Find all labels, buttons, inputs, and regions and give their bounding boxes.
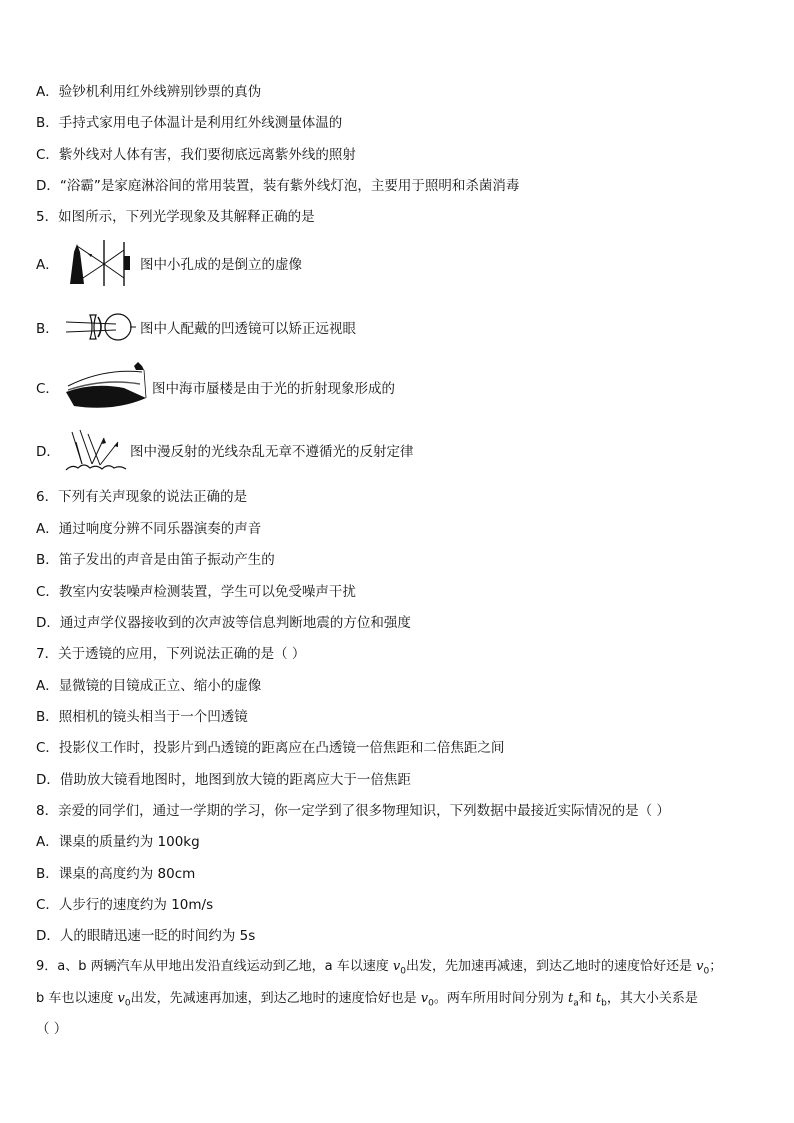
q4-option-c: C．紫外线对人体有害，我们要彻底远离紫外线的照射 — [36, 147, 356, 163]
q6-option-a: A．通过响度分辨不同乐器演奏的声音 — [36, 521, 262, 537]
q8-stem: 8．亲爱的同学们，通过一学期的学习，你一定学到了很多物理知识，下列数据中最接近实际情况的是（ ） — [36, 803, 670, 819]
q5-option-c-label: C． — [36, 381, 59, 397]
q5-option-d-label: D． — [36, 444, 60, 460]
q6-option-b: B．笛子发出的声音是由笛子振动产生的 — [36, 552, 275, 568]
q8-option-c: C．人步行的速度约为 10m/s — [36, 897, 214, 913]
q5-option-a-label: A． — [36, 257, 59, 273]
q4-option-a: A．验钞机利用红外线辨别钞票的真伪 — [36, 84, 262, 100]
q9-stem-line1: 9．a、b 两辆汽车从甲地出发沿直线运动到乙地，a 车以速度 $v_0$出发，先加速再减速，到达乙地时的速度恰好还是 $v_0$； — [36, 959, 723, 977]
q6-option-c: C．教室内安装噪声检测装置，学生可以免受噪声干扰 — [36, 584, 356, 600]
q4-option-d: D．“浴霸”是家庭淋浴间的常用装置，装有紫外线灯泡，主要用于照明和杀菌消毒 — [36, 178, 520, 194]
q5-option-b-text: 图中人配戴的凹透镜可以矫正远视眼 — [140, 321, 356, 337]
q5-option-d — [36, 428, 414, 472]
q4-option-b: B．手持式家用电子体温计是利用红外线测量体温的 — [36, 115, 343, 131]
q7-option-d: D．借助放大镜看地图时，地图到放大镜的距离应大于一倍焦距 — [36, 772, 411, 788]
q7-option-c: C．投影仪工作时，投影片到凸透镜的距离应在凸透镜一倍焦距和二倍焦距之间 — [36, 740, 505, 756]
eye-lens-figure — [64, 312, 138, 342]
q7-option-a: A．显微镜的目镜成正立、缩小的虚像 — [36, 678, 262, 694]
q5-option-b — [36, 312, 356, 342]
q8-option-a: A．课桌的质量约为 100kg — [36, 834, 200, 850]
q6-option-d: D．通过声学仪器接收到的次声波等信息判断地震的方位和强度 — [36, 615, 411, 631]
q5-option-d-text: 图中漫反射的光线杂乱无章不遵循光的反射定律 — [130, 444, 414, 460]
q9-stem-line2: b 车也以速度 $v_0$出发，先减速再加速，到达乙地时的速度恰好也是 $v_0$。两车所用时间分别为 $t_a$和 $t_b$，其大小关系是 — [36, 991, 698, 1009]
q5-option-c — [36, 362, 395, 412]
diffuse-reflection-figure — [64, 428, 128, 472]
q6-stem: 6．下列有关声现象的说法正确的是 — [36, 489, 248, 505]
q5-option-c-text: 图中海市蜃楼是由于光的折射现象形成的 — [152, 381, 395, 397]
q5-option-a-text: 图中小孔成的是倒立的虚像 — [140, 257, 302, 273]
q9-answer-blank: （ ） — [36, 1021, 68, 1037]
q7-option-b: B．照相机的镜头相当于一个凹透镜 — [36, 709, 248, 725]
q5-option-a — [36, 238, 302, 288]
pinhole-camera-figure — [64, 238, 138, 288]
q7-stem: 7．关于透镜的应用，下列说法正确的是（ ） — [36, 646, 306, 662]
mirage-figure — [64, 362, 150, 412]
q8-option-b: B．课桌的高度约为 80cm — [36, 866, 196, 882]
q5-stem: 5．如图所示，下列光学现象及其解释正确的是 — [36, 209, 315, 225]
q5-option-b-label: B． — [36, 321, 59, 337]
q8-option-d: D．人的眼睛迅速一眨的时间约为 5s — [36, 928, 256, 944]
